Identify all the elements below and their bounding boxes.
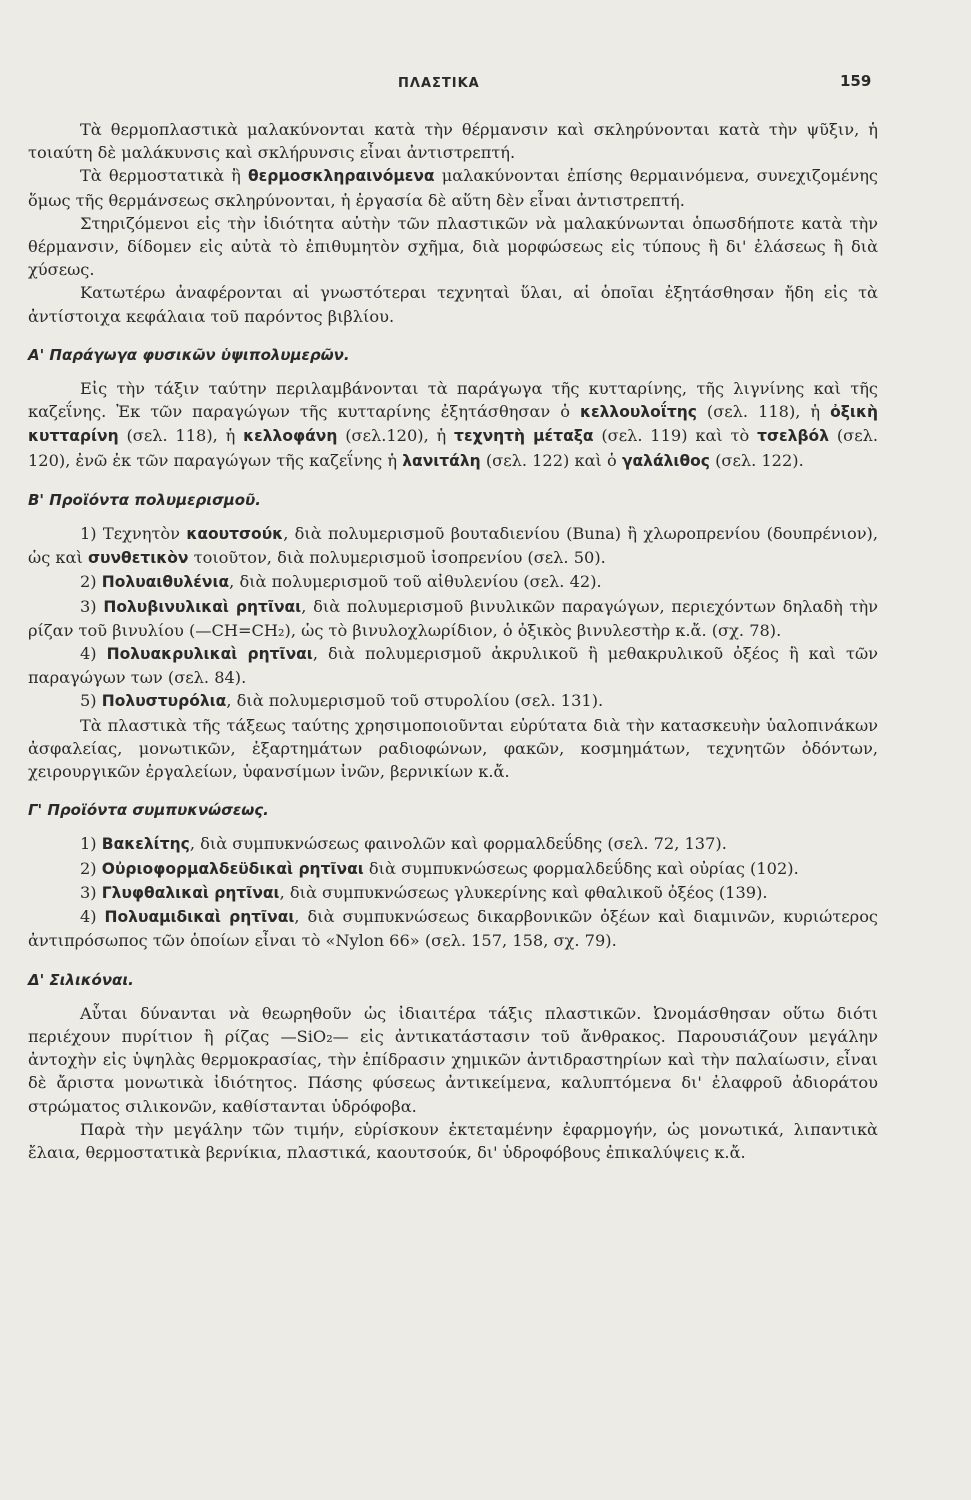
paragraph: Στηριζόμενοι εἰς τὴν ἰδιότητα αὐτὴν τῶν πλαστικῶν νὰ μαλακύνωνται ὁπωσδήποτε κατὰ τὴν θέρμανσιν, δίδομεν εἰς αὐτὰ τὸ ἐπιθυμητὸν σχῆμα, διὰ μορφώσεως εἰς τύπους ἢ δι' ἐλάσεως ἢ διὰ χύσεως. (28, 213, 878, 280)
section-heading: Γ' Προϊόντα συμπυκνώσεως. (28, 801, 269, 820)
term: κελλουλοΐτης (579, 403, 697, 422)
paragraph: Τὰ θερμοστατικὰ ἢ θερμοσκληραινόμενα μαλακύνονται ἐπίσης θερμαινόμενα, συνεχιζομένης ὅμως τῆς θερμάνσεως σκληρύνονται, ἡ ἐργασία δὲ αὕτη δὲν εἶναι ἀντιστρεπτή. (28, 166, 878, 210)
list-item: 3) Πολυβινυλικαὶ ρητῖναι, διὰ πολυμερισμοῦ βινυλικῶν παραγώγων, περιεχόντων δηλαδὴ τὴν ρίζαν τοῦ βινυλίου (—CH=CH₂), ὡς τὸ βινυλοχλωρίδιον, ὁ ὀξικὸς βινυλεστὴρ κ.ἄ. (σχ. 78). (28, 596, 878, 640)
term: Πολυακρυλικαὶ ρητῖναι (106, 645, 313, 664)
list-item: 3) Γλυφθαλικαὶ ρητῖναι, διὰ συμπυκνώσεως γλυκερίνης καὶ φθαλικοῦ ὀξέος (139). (80, 882, 768, 902)
term: Οὐριοφορμαλδεϋδικαὶ ρητῖναι (101, 859, 364, 878)
page-body (28, 118, 878, 1164)
term: ὀξικὴ κυτταρίνη (28, 403, 878, 446)
section-heading: Β' Προϊόντα πολυμερισμοῦ. (28, 490, 261, 509)
term: συνθετικὸν (87, 549, 189, 568)
page-number: 159 (840, 72, 872, 90)
term: τσελβόλ (757, 427, 830, 446)
term: γαλάλιθος (621, 451, 710, 470)
paragraph: Κατωτέρω ἀναφέρονται αἱ γνωστότεραι τεχνηταὶ ὕλαι, αἱ ὁποῖαι ἐξητάσθησαν ἤδη εἰς τὰ ἀντίστοιχα κεφάλαια τοῦ παρόντος βιβλίου. (28, 283, 878, 326)
page-header (0, 72, 971, 100)
list-item: 2) Οὐριοφορμαλδεϋδικαὶ ρητῖναι διὰ συμπυκνώσεως φορμαλδεΰδης καὶ οὐρίας (102). (80, 858, 799, 878)
term: καουτσούκ (186, 525, 284, 544)
term: κελλοφάνη (243, 427, 338, 446)
paragraph: Εἰς τὴν τάξιν ταύτην περιλαμβάνονται τὰ παράγωγα τῆς κυτταρίνης, τῆς λιγνίνης καὶ τῆς καζεΐνης. Ἐκ τῶν παραγώγων τῆς κυτταρίνης ἐξητάσθησαν ὁ κελλουλοΐτης (σελ. 118), ἡ ὀξικὴ κυτταρίνη (σελ. 118), ἡ κελλοφάνη (σελ.120), ἡ τεχνητὴ μέταξα (σελ. 119) καὶ τὸ τσελβόλ (σελ. 120), ἐνῶ ἐκ τῶν παραγώγων τῆς καζεΐνης ἡ λανιτάλη (σελ. 122) καὶ ὁ γαλάλιθος (σελ. 122). (28, 379, 878, 470)
paragraph: Αὗται δύνανται νὰ θεωρηθοῦν ὡς ἰδιαιτέρα τάξις πλαστικῶν. Ὠνομάσθησαν οὕτω διότι περιέχουν πυρίτιον ἢ ρίζας —SiO₂— εἰς ἀντικατάστασιν τοῦ ἄνθρακος. Παρουσιάζουν μεγάλην ἀντοχὴν εἰς ὑψηλὰς θερμοκρασίας, τὴν ἐπίδρασιν χημικῶν ἀντιδραστηρίων καὶ τὴν παλαίωσιν, εἶναι δὲ ἄριστα μονωτικὰ ἰδιότητος. Πάσης φύσεως ἀντικείμενα, καλυπτόμενα δι' ἐλαφροῦ ἀδιοράτου στρώματος σιλικονῶν, καθίστανται ὑδρόφοβα. (28, 1003, 878, 1116)
list-item: 1) Τεχνητὸν καουτσούκ, διὰ πολυμερισμοῦ βουταδιενίου (Buna) ἢ χλωροπρενίου (δουπρένιον), ὡς καὶ συνθετικὸν τοιοῦτον, διὰ πολυμερισμοῦ ἰσοπρενίου (σελ. 50). (28, 524, 878, 568)
section-heading: Α' Παράγωγα φυσικῶν ὑψιπολυμερῶν. (28, 345, 350, 364)
list-item: 4) Πολυακρυλικαὶ ρητῖναι, διὰ πολυμερισμοῦ ἀκρυλικοῦ ἢ μεθακρυλικοῦ ὀξέος ἢ καὶ τῶν παραγώγων των (σελ. 84). (28, 644, 879, 688)
paragraph: Παρὰ τὴν μεγάλην τῶν τιμήν, εὑρίσκουν ἐκτεταμένην ἐφαρμογήν, ὡς μονωτικά, λιπαντικὰ ἔλαια, θερμοστατικὰ βερνίκια, πλαστικά, καουτσούκ, δι' ὑδροφόβους ἐπικαλύψεις κ.ἄ. (28, 1119, 878, 1162)
term: Βακελίτης (101, 835, 190, 854)
list-item: 1) Βακελίτης, διὰ συμπυκνώσεως φαινολῶν καὶ φορμαλδεΰδης (σελ. 72, 137). (80, 834, 727, 854)
term: Πολυστυρόλια (101, 692, 227, 711)
term: θερμοσκληραινόμενα (248, 167, 435, 186)
term: Πολυαιθυλένια (101, 573, 230, 592)
term: Γλυφθαλικαὶ ρητῖναι (101, 883, 280, 902)
paragraph: Τὰ θερμοπλαστικὰ μαλακύνονται κατὰ τὴν θέρμανσιν καὶ σκληρύνονται κατὰ τὴν ψῦξιν, ἡ τοιαύτη δὲ μαλάκυνσις καὶ σκλήρυνσις εἶναι ἀντιστρεπτή. (28, 120, 878, 163)
paragraph: Τὰ πλαστικὰ τῆς τάξεως ταύτης χρησιμοποιοῦνται εὐρύτατα διὰ τὴν κατασκευὴν ὑαλοπινάκων ἀσφαλείας, μονωτικῶν, ἐξαρτημάτων ραδιοφώνων, φακῶν, κοσμημάτων, τεχνητῶν ὀδόντων, χειρουργικῶν ἐργαλείων, ὑφανσίμων ἰνῶν, βερνικίων κ.ἄ. (28, 715, 878, 782)
list-item: 2) Πολυαιθυλένια, διὰ πολυμερισμοῦ τοῦ αἰθυλενίου (σελ. 42). (80, 572, 602, 592)
section-heading: Δ' Σιλικόναι. (28, 970, 134, 989)
term: Πολυαμιδικαὶ ρητῖναι (104, 908, 295, 927)
term: Πολυβινυλικαὶ ρητῖναι (103, 597, 302, 616)
running-title: ΠΛΑΣΤΙΚΑ (398, 76, 480, 91)
list-item: 5) Πολυστυρόλια, διὰ πολυμερισμοῦ τοῦ στυρολίου (σελ. 131). (80, 691, 604, 711)
list-item: 4) Πολυαμιδικαὶ ρητῖναι, διὰ συμπυκνώσεως δικαρβονικῶν ὀξέων καὶ διαμινῶν, κυριώτερος ἀντιπρόσωπος τῶν ὁποίων εἶναι τὸ «Nylon 66» (σελ. 157, 158, σχ. 79). (28, 907, 879, 951)
term: λανιτάλη (402, 451, 481, 470)
term: τεχνητὴ μέταξα (454, 427, 594, 446)
